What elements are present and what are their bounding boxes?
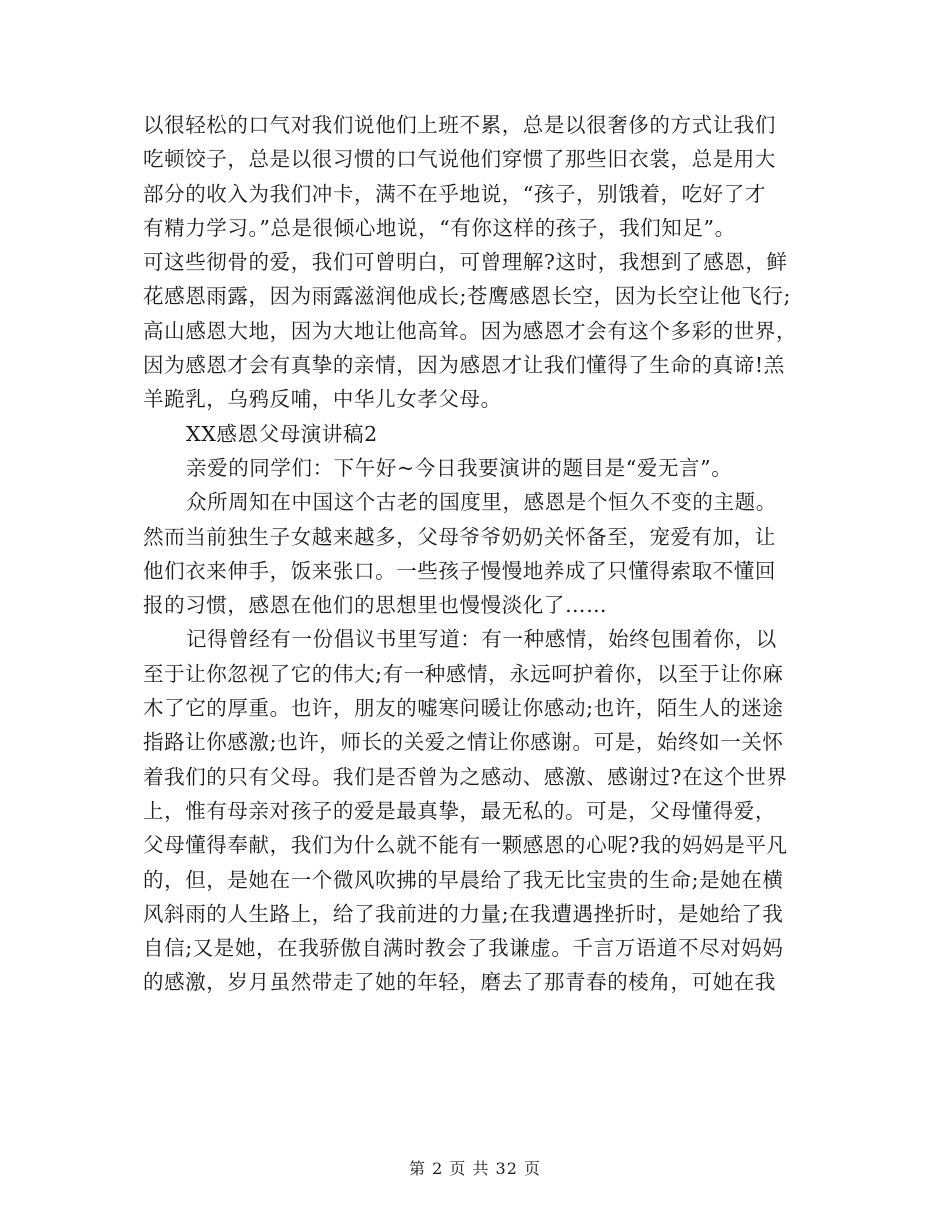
- text-line: 吃顿饺子，总是以很习惯的口气说他们穿惯了那些旧衣裳，总是用大: [143, 147, 776, 172]
- text-line: 至于让你忽视了它的伟大;有一种感情，永远呵护着你，以至于让你麻: [143, 661, 784, 686]
- document-body: [143, 108, 823, 1000]
- text-line: 报的习惯，感恩在他们的思想里也慢慢淡化了……: [143, 593, 608, 618]
- text-line: 风斜雨的人生路上，给了我前进的力量;在我遭遇挫折时，是她给了我: [143, 901, 784, 926]
- text-line: 他们衣来伸手，饭来张口。一些孩子慢慢地养成了只懂得索取不懂回: [143, 558, 776, 583]
- text-line: 的感激，岁月虽然带走了她的年轻，磨去了那青春的棱角，可她在我: [143, 970, 776, 995]
- text-line: 上，惟有母亲对孩子的爱是最真挚，最无私的。可是，父母懂得爱，: [143, 798, 776, 823]
- text-line: 花感恩雨露，因为雨露滋润他成长;苍鹰感恩长空，因为长空让他飞行;: [143, 284, 792, 309]
- text-line: 高山感恩大地，因为大地让他高耸。因为感恩才会有这个多彩的世界，: [143, 318, 798, 343]
- text-line: 记得曾经有一份倡议书里写道：有一种感情，始终包围着你，以: [186, 627, 777, 652]
- text-line: 木了它的厚重。也许，朋友的嘘寒问暖让你感动;也许，陌生人的迷途: [143, 696, 784, 721]
- text-line: 自信;又是她，在我骄傲自满时教会了我谦虚。千言万语道不尽对妈妈: [143, 936, 784, 961]
- text-line: 然而当前独生子女越来越多，父母爷爷奶奶关怀备至，宠爱有加，让: [143, 524, 776, 549]
- text-line: XX感恩父母演讲稿2: [186, 421, 378, 446]
- text-line: 有精力学习。”总是很倾心地说，“有你这样的孩子，我们知足”。: [143, 215, 736, 240]
- text-line: 部分的收入为我们冲卡，满不在乎地说，“孩子，别饿着，吃好了才: [143, 181, 766, 206]
- page-footer: 第 2 页 共 32 页: [409, 1159, 541, 1178]
- text-line: 着我们的只有父母。我们是否曾为之感动、感激、感谢过?在这个世界: [143, 764, 788, 789]
- text-line: 可这些彻骨的爱，我们可曾明白，可曾理解?这时，我想到了感恩，鲜: [143, 250, 788, 275]
- text-line: 因为感恩才会有真挚的亲情，因为感恩才让我们懂得了生命的真谛!羔: [143, 353, 785, 378]
- text-line: 父母懂得奉献，我们为什么就不能有一颗感恩的心呢?我的妈妈是平凡: [143, 833, 788, 858]
- text-line: 的，但，是她在一个微风吹拂的早晨给了我无比宝贵的生命;是她在横: [143, 867, 784, 892]
- text-line: 羊跪乳，乌鸦反哺，中华儿女孝父母。: [143, 387, 502, 412]
- text-line: 亲爱的同学们：下午好~今日我要演讲的题目是“爱无言”。: [186, 455, 733, 480]
- text-line: 众所周知在中国这个古老的国度里，感恩是个恒久不变的主题。: [186, 490, 777, 515]
- text-line: 指路让你感激;也许，师长的关爱之情让你感谢。可是，始终如一关怀: [143, 730, 784, 755]
- text-line: 以很轻松的口气对我们说他们上班不累，总是以很奢侈的方式让我们: [143, 113, 776, 137]
